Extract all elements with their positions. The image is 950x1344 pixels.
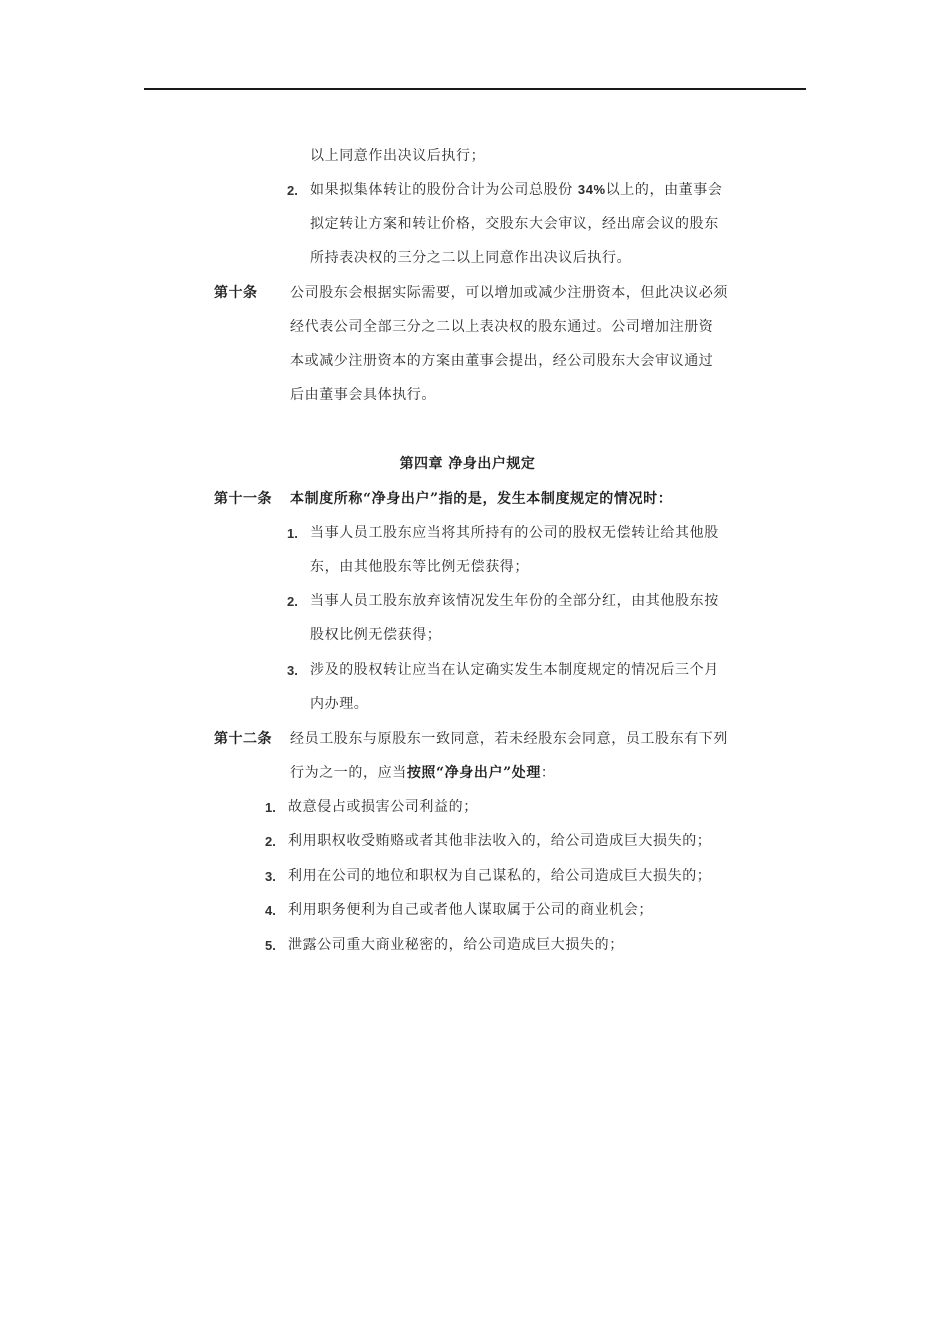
- article-text-line: 本或减少注册资本的方案由董事会提出，经公司股东大会审议通过: [290, 353, 714, 369]
- list-number: 2.: [287, 183, 298, 198]
- list-number: 3.: [287, 663, 298, 678]
- article-label: 第十一条: [214, 491, 272, 507]
- article-intro: 本制度所称“净身出户”指的是，发生本制度规定的情况时：: [290, 491, 673, 507]
- list-item-line: 利用职务便利为自己或者他人谋取属于公司的商业机会；: [288, 902, 653, 918]
- article-label: 第十二条: [214, 731, 272, 747]
- bold-phrase: 按照“净身出户”处理: [406, 765, 541, 781]
- list-item-line: 内办理。: [310, 696, 369, 712]
- article-text-line: 经代表公司全部三分之二以上表决权的股东通过。公司增加注册资: [290, 319, 714, 335]
- list-number: 1.: [287, 526, 298, 541]
- article-text-line: 公司股东会根据实际需要，可以增加或减少注册资本，但此决议必须: [290, 285, 728, 301]
- list-item-line: 股权比例无偿获得；: [310, 627, 442, 643]
- list-number: 5.: [265, 938, 276, 953]
- list-number: 3.: [265, 869, 276, 884]
- article-text-line: 后由董事会具体执行。: [290, 387, 436, 403]
- list-item-line: 利用在公司的地位和职权为自己谋私的，给公司造成巨大损失的；: [288, 868, 712, 884]
- article-text-line: 行为之一的，应当按照“净身出户”处理：: [290, 765, 556, 781]
- list-item-line: 所持表决权的三分之二以上同意作出决议后执行。: [310, 250, 632, 266]
- list-item-line: 利用职权收受贿赂或者其他非法收入的，给公司造成巨大损失的；: [288, 833, 712, 849]
- continued-line: 以上同意作出决议后执行；: [310, 148, 486, 164]
- article-label: 第十条: [214, 285, 258, 301]
- list-number: 1.: [265, 800, 276, 815]
- list-item-line: 当事人员工股东放弃该情况发生年份的全部分红，由其他股东按: [310, 593, 719, 609]
- list-number: 4.: [265, 903, 276, 918]
- list-number: 2.: [287, 594, 298, 609]
- list-item-line: 当事人员工股东应当将其所持有的公司的股权无偿转让给其他股: [310, 525, 719, 541]
- list-item-line: 东，由其他股东等比例无偿获得；: [310, 559, 529, 575]
- chapter-heading: 第四章 净身出户规定: [399, 456, 536, 472]
- list-item-line: 拟定转让方案和转让价格，交股东大会审议，经出席会议的股东: [310, 216, 719, 232]
- percentage-value: 34%: [577, 182, 606, 197]
- article-text-line: 经员工股东与原股东一致同意，若未经股东会同意，员工股东有下列: [290, 731, 728, 747]
- list-number: 2.: [265, 834, 276, 849]
- header-rule: [144, 88, 806, 90]
- list-item-line: 如果拟集体转让的股份合计为公司总股份 34%以上的，由董事会: [310, 182, 723, 198]
- list-item-line: 泄露公司重大商业秘密的，给公司造成巨大损失的；: [288, 937, 624, 953]
- list-item-line: 涉及的股权转让应当在认定确实发生本制度规定的情况后三个月: [310, 662, 719, 678]
- list-item-line: 故意侵占或损害公司利益的；: [288, 799, 478, 815]
